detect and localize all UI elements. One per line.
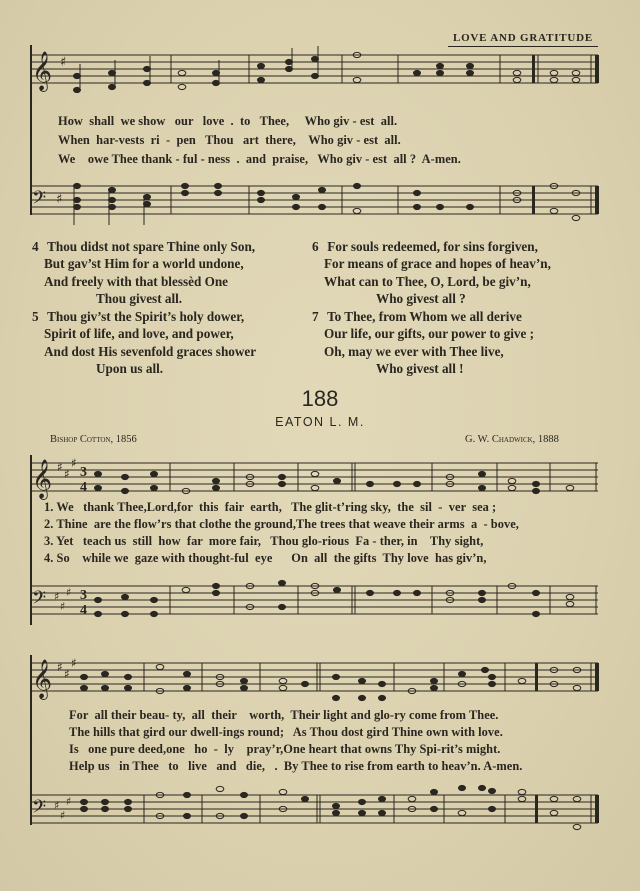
svg-text:𝄞: 𝄞 [32,659,53,699]
lyric-line: 1. We thank Thee,Lord,for this fair earth, The glit-t’ring sky, the sil - ver sea ; [44,500,497,514]
lyric-line: When har-vests ri - pen Thou art there, Who giv - est all. [58,133,401,147]
bass-staff-188-2 [30,792,600,842]
verse-line: Our life, our gifts, our power to give ; [324,326,535,342]
svg-text:♯: ♯ [57,660,63,674]
svg-text:♯: ♯ [54,590,60,603]
treble-staff-188-2 [30,656,600,705]
lyric-line: 3. Yet teach us still how far more fair, Thou glo-rious Fa - ther, in Thy sight, [44,534,484,548]
hymn-number: 188 [301,386,339,411]
author-year: , 1856 [110,434,137,445]
lyric-line: For all their beau- ty, all their worth, Their light and glo-ry come from Thee. [69,708,499,722]
author-name: Bishop Cotton [50,434,111,445]
svg-text:♯: ♯ [60,600,66,613]
svg-text:♯: ♯ [60,809,66,822]
verse-refrain: Who givest all ! [376,361,464,377]
svg-text:𝄢: 𝄢 [32,588,47,613]
svg-text:♯: ♯ [66,795,72,808]
author-credit [50,434,137,445]
lyric-line: 2. Thine are the flow’rs that clothe the ground,The trees that weave their arms a - bove, [44,517,519,531]
tune-name: EATON L. M. [275,415,365,429]
verse-line: To Thee, from Whom we all derive [327,309,522,324]
verse-line: Thou didst not spare Thine only Son, [47,239,256,254]
svg-text:3: 3 [80,465,87,480]
svg-text:𝄞: 𝄞 [32,459,53,499]
svg-text:♯: ♯ [71,656,77,670]
svg-text:𝄢: 𝄢 [32,188,47,213]
bass-staff-notation [30,792,600,842]
verse-line: But gav’st Him for a world undone, [44,256,244,272]
verse-number: 5 [32,309,39,324]
svg-text:4: 4 [80,603,87,618]
treble-staff-notation [30,456,600,505]
lyric-line: 4. So while we gaze with thought-ful eye On all the gifts Thy love has giv’n, [44,551,487,565]
lyric-line: The hills that gird our dwell-ings round; As Thou dost gird Thine own with love. [69,725,503,739]
verse-line: For souls redeemed, for sins forgiven, [327,239,538,254]
verse-line: And dost His sevenfold graces shower [44,343,257,359]
treble-staff-notation [30,656,600,705]
svg-text:♯: ♯ [64,667,70,681]
treble-staff-188-1 [30,456,600,505]
lyric-line: Is one pure deed,one ho - ly pray’r,One heart that owns Thy Spi-rit’s might. [69,742,501,756]
verse-line: What can to Thee, O, Lord, be giv’n, [324,273,531,289]
bass-staff-prev [30,183,600,233]
composer-name: G. W. Chadwick [465,434,533,445]
svg-text:4: 4 [80,480,87,495]
treble-staff-notation [30,52,600,112]
verse-refrain: Thou givest all. [96,291,183,307]
verse-refrain: Upon us all. [96,361,164,377]
verse-number: 4 [32,239,39,254]
lyric-line: Help us in Thee to live and die, . By Thee to rise from earth to heav’n. A-men. [69,759,523,773]
verse-line: For means of grace and hopes of heav’n, [324,256,551,272]
verse-line: Thou giv’st the Spirit’s holy dower, [47,309,245,324]
verse-number: 6 [312,239,319,254]
svg-text:3: 3 [80,588,87,603]
svg-text:♯: ♯ [60,55,67,70]
lyric-line: We owe Thee thank - ful - ness . and praise, Who giv - est all ? A-men. [58,152,461,166]
verse-line: And freely with that blessèd One [44,273,229,289]
running-head: LOVE AND GRATITUDE [448,32,598,47]
composer-year: , 1888 [532,434,559,445]
verse-refrain: Who givest all ? [376,291,466,307]
verse-6 [312,238,551,308]
lyric-line: How shall we show our love . to Thee, Who giv - est all. [58,114,398,128]
svg-text:𝄢: 𝄢 [32,797,47,822]
svg-text:𝄞: 𝄞 [32,51,53,91]
treble-staff-prev [30,52,600,112]
verse-line: Spirit of life, and love, and power, [44,326,234,342]
svg-text:♯: ♯ [71,456,77,470]
bass-staff-188-1 [30,583,600,628]
svg-text:♯: ♯ [57,460,63,474]
bass-staff-notation [30,183,600,233]
svg-text:♯: ♯ [56,192,63,207]
verse-5 [32,308,256,378]
verse-line: Oh, may we ever with Thee live, [324,343,504,359]
svg-text:♯: ♯ [54,799,60,812]
verse-4 [32,238,255,308]
svg-text:♯: ♯ [64,467,70,481]
verse-number: 7 [312,309,319,324]
composer-credit [465,434,559,445]
verse-7 [312,308,534,378]
svg-text:♯: ♯ [66,586,72,599]
bass-staff-notation [30,583,600,628]
